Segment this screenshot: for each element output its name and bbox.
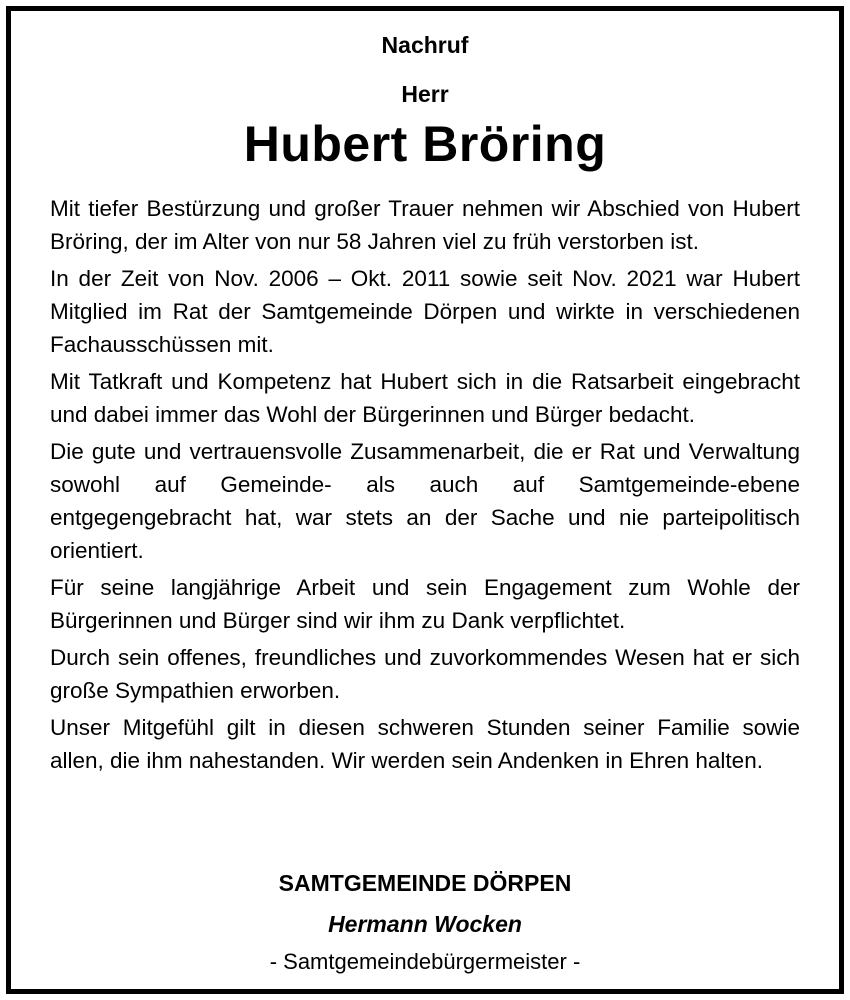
paragraph: Die gute und vertrauensvolle Zusammenarbeit, die er Rat und Verwaltung sowohl auf Gemeinde- als auch auf Samtgemeinde-ebene entgegengebracht hat, war stets an der Sache und nie parteipolitisch orientiert. <box>50 439 800 563</box>
paragraph: Unser Mitgefühl gilt in diesen schweren Stunden seiner Familie sowie allen, die ihm nahestanden. Wir werden sein Andenken in Ehren halten. <box>50 715 800 773</box>
paragraph: Für seine langjährige Arbeit und sein Engagement zum Wohle der Bürgerinnen und Bürger sind wir ihm zu Dank verpflichtet. <box>50 575 800 633</box>
obituary-body <box>50 192 800 781</box>
salutation: Herr <box>401 81 449 107</box>
signature-organization: SAMTGEMEINDE DÖRPEN <box>278 870 572 896</box>
paragraph: Mit Tatkraft und Kompetenz hat Hubert sich in die Ratsarbeit eingebracht und dabei immer das Wohl der Bürgerinnen und Bürger bedacht. <box>50 369 800 427</box>
paragraph: Mit tiefer Bestürzung und großer Trauer nehmen wir Abschied von Hubert Bröring, der im Alter von nur 58 Jahren viel zu früh verstorben ist. <box>50 196 800 254</box>
notice-label: Nachruf <box>381 32 469 58</box>
paragraph: Durch sein offenes, freundliches und zuvorkommendes Wesen hat er sich große Sympathien erworben. <box>50 645 800 703</box>
paragraph: In der Zeit von Nov. 2006 – Okt. 2011 sowie seit Nov. 2021 war Hubert Mitglied im Rat der Samtgemeinde Dörpen und wirkte in verschiedenen Fachausschüssen mit. <box>50 266 800 357</box>
signature-person: Hermann Wocken <box>328 911 522 937</box>
deceased-name: Hubert Bröring <box>243 116 607 172</box>
signature-title: - Samtgemeindebürgermeister - <box>269 949 581 974</box>
